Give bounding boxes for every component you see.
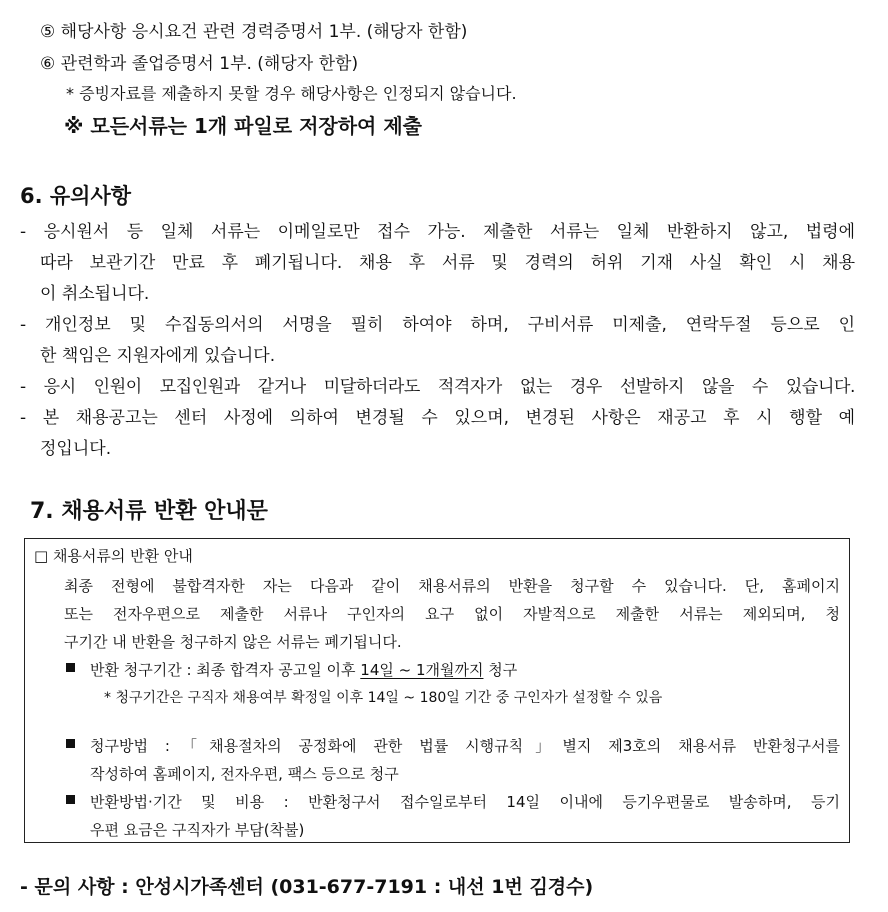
bullet-square-icon xyxy=(66,657,75,676)
evidence-note: * 증빙자료를 제출하지 못할 경우 해당사항은 인정되지 않습니다. xyxy=(66,84,517,103)
period-note: * 청구기간은 구직자 채용여부 확정일 이후 14일 ~ 180일 기간 중 구인자가 설정할 수 있음 xyxy=(104,690,663,706)
return-method-line: 우편 요금은 구직자가 부담(착불) xyxy=(90,821,305,839)
return-method-line: 반환방법·기간 및 비용 : 반환청구서 접수일로부터 14일 이내에 등기우편물로 발송하며, 등기 xyxy=(90,793,840,811)
notice-line: - 응시원서 등 일체 서류는 이메일로만 접수 가능. 제출한 서류는 일체 반환하지 않고, 법령에 xyxy=(20,222,855,242)
method-line: 청구방법 :「채용절차의 공정화에 관한 법률 시행규칙」별지 제3호의 채용서류 반환청구서를 xyxy=(90,737,840,755)
box-heading: □ 채용서류의 반환 안내 xyxy=(34,547,193,565)
bullet-square-icon xyxy=(66,789,75,808)
notice-line: 한 책임은 지원자에게 있습니다. xyxy=(40,346,276,366)
notice-line: 이 취소됩니다. xyxy=(40,284,150,304)
list-item-6: ⑥ 관련학과 졸업증명서 1부. (해당자 한함) xyxy=(40,54,359,74)
box-intro-line: 최종 전형에 불합격자한 자는 다음과 같이 채용서류의 반환을 청구할 수 있습니다. 단, 홈페이지 xyxy=(64,577,840,595)
notice-line: - 응시 인원이 모집인원과 같거나 미달하더라도 적격자가 없는 경우 선발하지 않을 수 있습니다. xyxy=(20,377,855,397)
section-7-title: 7. 채용서류 반환 안내문 xyxy=(30,499,268,524)
notice-line: 정입니다. xyxy=(40,439,112,459)
return-period: 반환 청구기간 : 최종 합격자 공고일 이후 14일 ~ 1개월까지 청구 xyxy=(90,661,518,679)
notice-line: 따라 보관기간 만료 후 폐기됩니다. 채용 후 서류 및 경력의 허위 기재 사실 확인 시 채용 xyxy=(40,253,855,273)
return-period-range: 14일 ~ 1개월까지 xyxy=(360,661,484,679)
box-intro-line: 또는 전자우편으로 제출한 서류나 구인자의 요구 없이 자발적으로 제출한 서류는 제외되며, 청 xyxy=(64,605,840,623)
method-line: 작성하여 홈페이지, 전자우편, 팩스 등으로 청구 xyxy=(90,765,399,783)
section-6-title: 6. 유의사항 xyxy=(20,184,132,208)
list-item-5: ⑤ 해당사항 응시요건 관련 경력증명서 1부. (해당자 한함) xyxy=(40,22,468,42)
box-intro-line: 구기간 내 반환을 청구하지 않은 서류는 폐기됩니다. xyxy=(64,633,402,651)
notice-line: - 본 채용공고는 센터 사정에 의하여 변경될 수 있으며, 변경된 사항은 재공고 후 시 행할 예 xyxy=(20,408,855,428)
notice-line: - 개인정보 및 수집동의서의 서명을 필히 하여야 하며, 구비서류 미제출, 연락두절 등으로 인 xyxy=(20,315,855,335)
file-notice: ※ 모든서류는 1개 파일로 저장하여 제출 xyxy=(64,114,422,138)
bullet-square-icon xyxy=(66,733,75,752)
contact-info: - 문의 사항 : 안성시가족센터 (031-677-7191 : 내선 1번 김경수) xyxy=(20,876,594,898)
